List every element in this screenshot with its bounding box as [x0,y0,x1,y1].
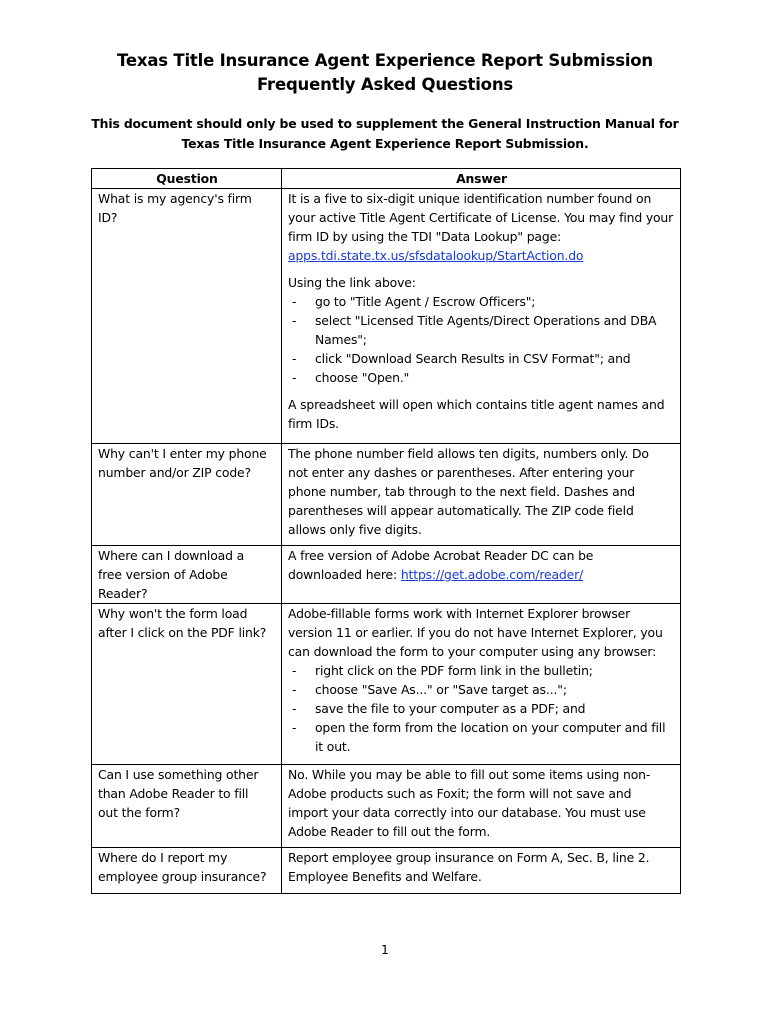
question-cell [92,189,282,444]
question-text: ID? [98,210,118,225]
list-item: - right click on the PDF form link in the bulletin; [288,661,675,680]
answer-text: your active Title Agent Certificate of License. You may find your [288,210,674,225]
table-row [92,546,681,604]
list-item: - choose "Open." [288,368,675,387]
adobe-reader-link[interactable]: https://get.adobe.com/reader/ [400,567,584,582]
question-text: Where can I download a [98,548,245,563]
question-cell [92,444,282,546]
answer-cell [282,848,681,894]
answer-text: A spreadsheet will open which contains title agent names and [288,397,665,412]
subtitle-line: This document should only be used to supplement the General Instruction Manual for [91,116,679,131]
page-number: 1 [381,942,389,957]
answer-text: version 11 or earlier. If you do not have Internet Explorer, you [288,625,663,640]
question-text: employee group insurance? [98,869,267,884]
answer-cell [282,444,681,546]
question-cell [92,765,282,848]
table-header-row [92,169,681,189]
question-text: Why won't the form load [98,606,248,621]
answer-text: Adobe-fillable forms work with Internet Explorer browser [288,606,631,621]
answer-text: phone number, tab through to the next field. Dashes and [288,484,636,499]
question-cell [92,546,282,604]
question-text: out the form? [98,805,181,820]
answer-text: Report employee group insurance on Form A, Sec. B, line 2. [288,850,650,865]
answer-cell [282,765,681,848]
answer-text: can download the form to your computer using any browser: [288,644,657,659]
question-text: after I click on the PDF link? [98,625,267,640]
answer-text: The phone number field allows ten digits, numbers only. Do [288,446,649,461]
answer-text: No. While you may be able to fill out some items using non- [288,767,651,782]
faq-table [91,168,681,894]
question-text: than Adobe Reader to fill [98,786,249,801]
answer-cell [282,604,681,765]
answer-column-header: Answer [282,169,681,189]
bullet-list [288,292,675,387]
question-text: Reader? [98,586,148,601]
answer-text: A free version of Adobe Acrobat Reader DC can be [288,548,594,563]
title-line: Frequently Asked Questions [257,75,513,94]
list-item-text: Names"; [315,332,367,347]
question-text: Why can't I enter my phone [98,446,267,461]
list-item-text: choose "Open." [315,370,410,385]
list-item: - select "Licensed Title Agents/Direct Operations and DBA Names"; [288,311,675,349]
data-lookup-link[interactable]: apps.tdi.state.tx.us/sfsdatalookup/StartAction.do [288,248,584,263]
answer-cell [282,189,681,444]
table-row [92,765,681,848]
answer-text: Employee Benefits and Welfare. [288,869,482,884]
list-item-text: save the file to your computer as a PDF; and [315,701,586,716]
answer-text: import your data correctly into our database. You must use [288,805,646,820]
question-column-header: Question [92,169,282,189]
list-item-text: go to "Title Agent / Escrow Officers"; [315,294,536,309]
table-row [92,444,681,546]
answer-text: allows only five digits. [288,522,422,537]
list-item-text: select "Licensed Title Agents/Direct Operations and DBA [315,313,657,328]
list-item: - save the file to your computer as a PDF; and [288,699,675,718]
list-item-text: it out. [315,739,351,754]
answer-text: Using the link above: [288,275,416,290]
question-text: number and/or ZIP code? [98,465,251,480]
list-item: - go to "Title Agent / Escrow Officers"; [288,292,675,311]
answer-text: firm IDs. [288,416,339,431]
question-text: Can I use something other [98,767,259,782]
answer-text: Adobe Reader to fill out the form. [288,824,491,839]
answer-text: It is a five to six-digit unique identification number found on [288,191,652,206]
answer-cell [282,546,681,604]
list-item: - click "Download Search Results in CSV Format"; and [288,349,675,368]
answer-text: not enter any dashes or parentheses. After entering your [288,465,635,480]
answer-text: Adobe products such as Foxit; the form will not save and [288,786,632,801]
question-cell [92,848,282,894]
answer-text: parentheses will appear automatically. The ZIP code field [288,503,634,518]
answer-text: firm ID by using the TDI "Data Lookup" page: [288,229,562,244]
table-row [92,189,681,444]
answer-text: downloaded here: [288,567,401,582]
list-item-text: open the form from the location on your computer and fill [315,720,666,735]
table-row [92,604,681,765]
list-item-text: click "Download Search Results in CSV Format"; and [315,351,631,366]
list-item: - choose "Save As..." or "Save target as..."; [288,680,675,699]
list-item: - open the form from the location on your computer and fill it out. [288,718,675,756]
question-text: What is my agency's firm [98,191,252,206]
list-item-text: choose "Save As..." or "Save target as..."; [315,682,567,697]
title-line: Texas Title Insurance Agent Experience Report Submission [117,51,653,70]
question-text: free version of Adobe [98,567,228,582]
bullet-list [288,661,675,756]
table-row [92,848,681,894]
document-subtitle [0,114,770,154]
list-item-text: right click on the PDF form link in the bulletin; [315,663,593,678]
subtitle-line: Texas Title Insurance Agent Experience Report Submission. [181,136,589,151]
document-title [0,49,770,97]
question-text: Where do I report my [98,850,228,865]
question-cell [92,604,282,765]
